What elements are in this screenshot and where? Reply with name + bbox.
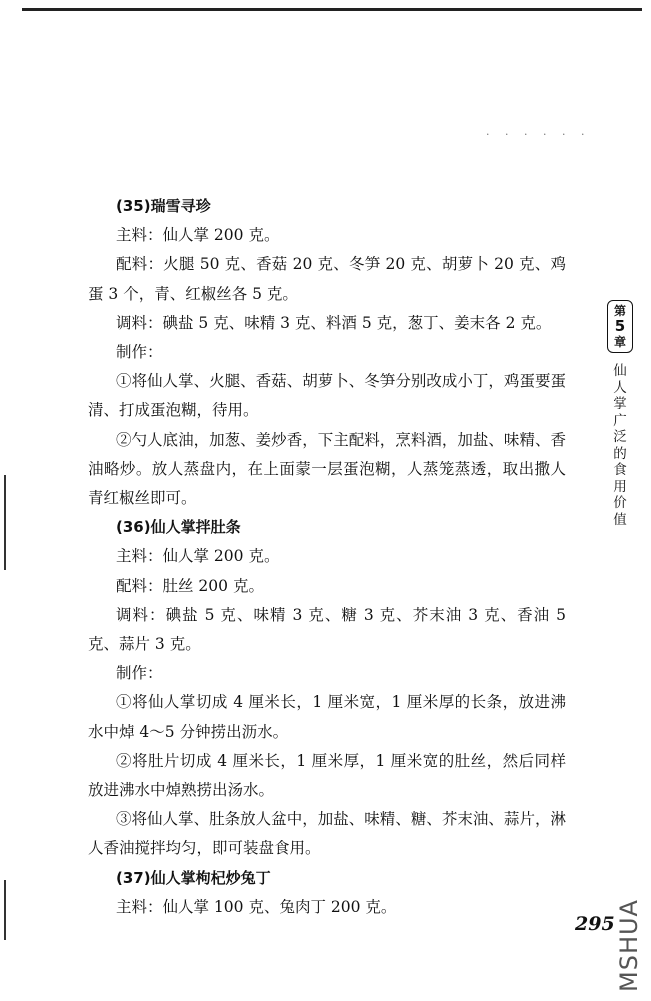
scan-specks: · · · · · · [486,128,591,141]
recipe-title: (37)仙人掌枸杞炒兔丁 [116,868,271,887]
main-ingredient: 主料：仙人掌 100 克、兔肉丁 200 克。 [116,897,397,916]
auxiliary-ingredients: 配料：肚丝 200 克。 [116,576,264,595]
method-label: 制作： [116,664,163,683]
main-ingredient: 主料：仙人掌 200 克。 [116,547,280,566]
chapter-suffix: 章 [613,335,626,349]
recipe-title: (36)仙人掌拌肚条 [116,518,241,537]
seasonings: 调料：碘盐 5 克、味精 3 克、糖 3 克、芥末油 3 克、香油 5 克、蒜片 3 克。 [88,605,566,654]
method-step: ②将肚片切成 4 厘米长，1 厘米厚，1 厘米宽的肚丝，然后同样放进沸水中焯熟捞出汤水。 [88,751,566,800]
scan-edge-mark [4,880,6,940]
recipe-title: (35)瑞雪寻珍 [116,197,211,215]
method-label: 制作： [116,343,163,362]
page-body [88,192,566,922]
chapter-title-char: 仙 [613,363,627,379]
auxiliary-ingredients: 配料：火腿 50 克、香菇 20 克、冬笋 20 克、胡萝卜 20 克、鸡蛋 3 个，青、红椒丝各 5 克。 [88,255,566,303]
chapter-title-char: 用 [613,478,627,495]
scan-edge-mark [4,475,6,570]
chapter-prefix: 第 [613,304,626,318]
watermark-text: MSHUA [615,899,643,992]
chapter-title-char: 掌 [613,396,627,412]
chapter-badge [607,300,633,353]
page-number: 295 [575,913,615,935]
chapter-title-char: 广 [613,412,627,429]
chapter-number: 5 [614,317,626,335]
chapter-title-char: 值 [613,511,627,528]
chapter-title-char: 价 [613,495,627,511]
method-step: ③将仙人掌、肚条放人盆中，加盐、味精、糖、芥末油、蒜片，淋人香油搅拌均匀，即可装盘食用。 [88,810,566,858]
chapter-title-vertical [607,363,633,528]
chapter-side-tab [607,300,633,528]
method-step: ②勺人底油，加葱、姜炒香，下主配料，烹料酒，加盐、味精、香油略炒。放人蒸盘内，在上面蒙一层蛋泡糊，人蒸笼蒸透，取出撒人青红椒丝即可。 [88,430,566,508]
chapter-title-char: 人 [613,379,627,396]
chapter-title-char: 食 [613,462,627,478]
method-step: ①将仙人掌、火腿、香菇、胡萝卜、冬笋分别改成小丁，鸡蛋要蛋清、打成蛋泡糊，待用。 [88,372,566,420]
watermark [611,880,641,995]
top-rule [22,8,642,11]
chapter-title-char: 的 [613,445,627,462]
chapter-title-char: 泛 [613,429,627,445]
seasonings: 调料：碘盐 5 克、味精 3 克、料酒 5 克，葱丁、姜末各 2 克。 [116,313,552,332]
main-ingredient: 主料：仙人掌 200 克。 [116,226,280,245]
method-step: ①将仙人掌切成 4 厘米长，1 厘米宽，1 厘米厚的长条，放进沸水中焯 4～5 分钟捞出沥水。 [88,693,566,741]
